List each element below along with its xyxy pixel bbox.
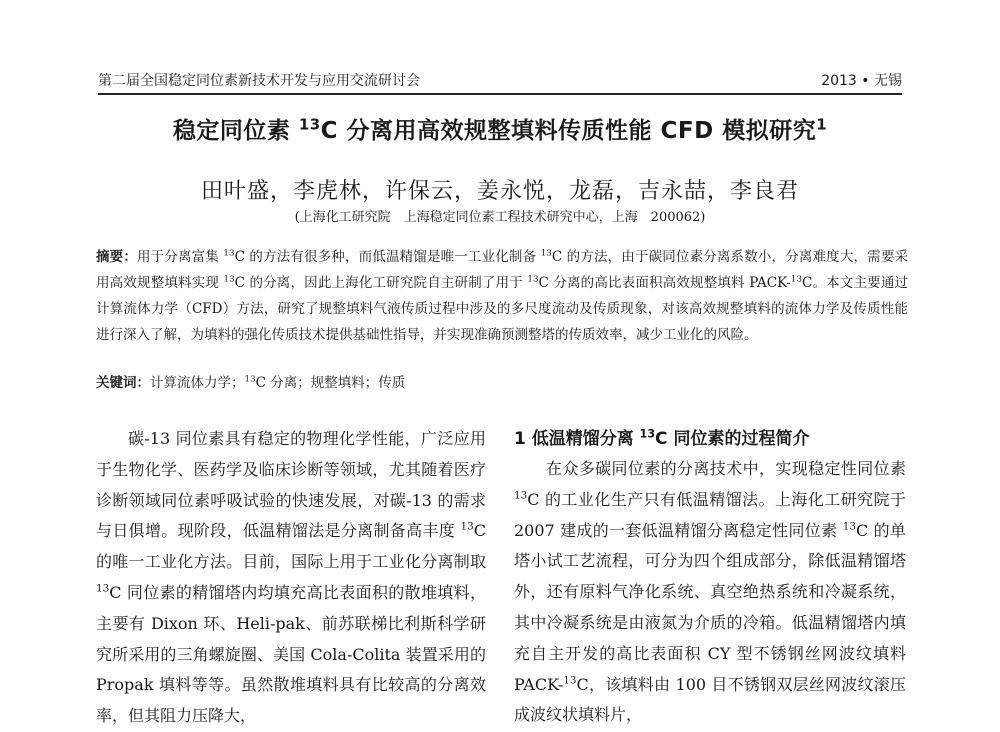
- keywords: 关键词：计算流体力学；$^{13}$C 分离；规整填料；传质: [96, 374, 406, 391]
- body-column-right: [514, 424, 906, 731]
- keywords-label: 关键词：: [96, 375, 150, 391]
- intro-paragraph: 碳-13 同位素具有稳定的物理化学性能，广泛应用于生物化学、医药学及临床诊断等领域，尤其随着医疗诊断领域同位素呼吸试验的快速发展，对碳-13 的需求与日俱增。现阶段，低温精馏法是分离制备高丰度 $^{13}$C 的唯一工业化方法。目前，国际上用于工业化分离制取 $^{13}$C 同位素的精馏塔内均填充高比表面积的散堆填料，主要有 Dixon 环、Heli-pak、前苏联梯比利斯科学研究所采用的三角螺旋圈、美国 Cola-Colita 装置采用的 Propak 填料等等。虽然散堆填料具有比较高的分离效率，但其阻力压降大，: [96, 429, 486, 726]
- affiliation: (上海化工研究院 上海稳定同位素工程技术研究中心，上海 200062): [294, 210, 706, 225]
- running-header: [98, 62, 902, 95]
- conference-name: 第二届全国稳定同位素新技术开发与应用交流研讨会: [98, 73, 420, 89]
- section-1-heading: 1 低温精馏分离 $^{13}$C 同位素的过程简介: [514, 427, 810, 449]
- section-1-paragraph: 在众多碳同位素的分离技术中，实现稳定性同位素 $^{13}$C 的工业化生产只有低温精馏法。上海化工研究院于 2007 建成的一套低温精馏分离稳定性同位素 $^{13}$C 的单塔小试工艺流程，可分为四个组成部分，除低温精馏塔外，还有原料气净化系统、真空绝热系统和冷凝系统，其中冷凝系统是由液氮为介质的冷箱。低温精馏塔内填充自主开发的高比表面积 CY 型不锈钢丝网波纹填料 PACK-$^{13}$C，该填料由 100 目不锈钢双层丝网波纹滚压成波纹状填料片，: [514, 459, 906, 725]
- author-list: 田叶盛，李虎林，许保云，姜永悦，龙磊，吉永喆，李良君: [200, 179, 799, 204]
- year-place: 2013 • 无锡: [821, 73, 902, 89]
- abstract-label: 摘要：: [96, 249, 137, 265]
- paper-title: 稳定同位素 $^{13}$C 分离用高效规整填料传质性能 CFD 模拟研究$^1$: [172, 115, 828, 144]
- body-column-left: [96, 424, 486, 732]
- title-footnote-mark: 1: [816, 115, 828, 134]
- abstract: 摘要：用于分离富集 $^{13}$C 的方法有很多种，而低温精馏是唯一工业化制备 $^{13}$C 的方法，由于碳同位素分离系数小，分离难度大，需要采用高效规整填料实现 $^{13}$C 的分离，因此上海化工研究院自主研制了用于 $^{13}$C 分离的高比表面积高效规整填料 PACK-$^{13}$C。本文主要通过计算流体力学（CFD）方法，研究了规整填料气液传质过程中涉及的多尺度流动及传质现象，对该高效规整填料的流体力学及传质性能进行深入了解，为填料的强化传质技术提供基础性指导，并实现准确预测整塔的传质效率，减少工业化的风险。: [96, 248, 908, 343]
